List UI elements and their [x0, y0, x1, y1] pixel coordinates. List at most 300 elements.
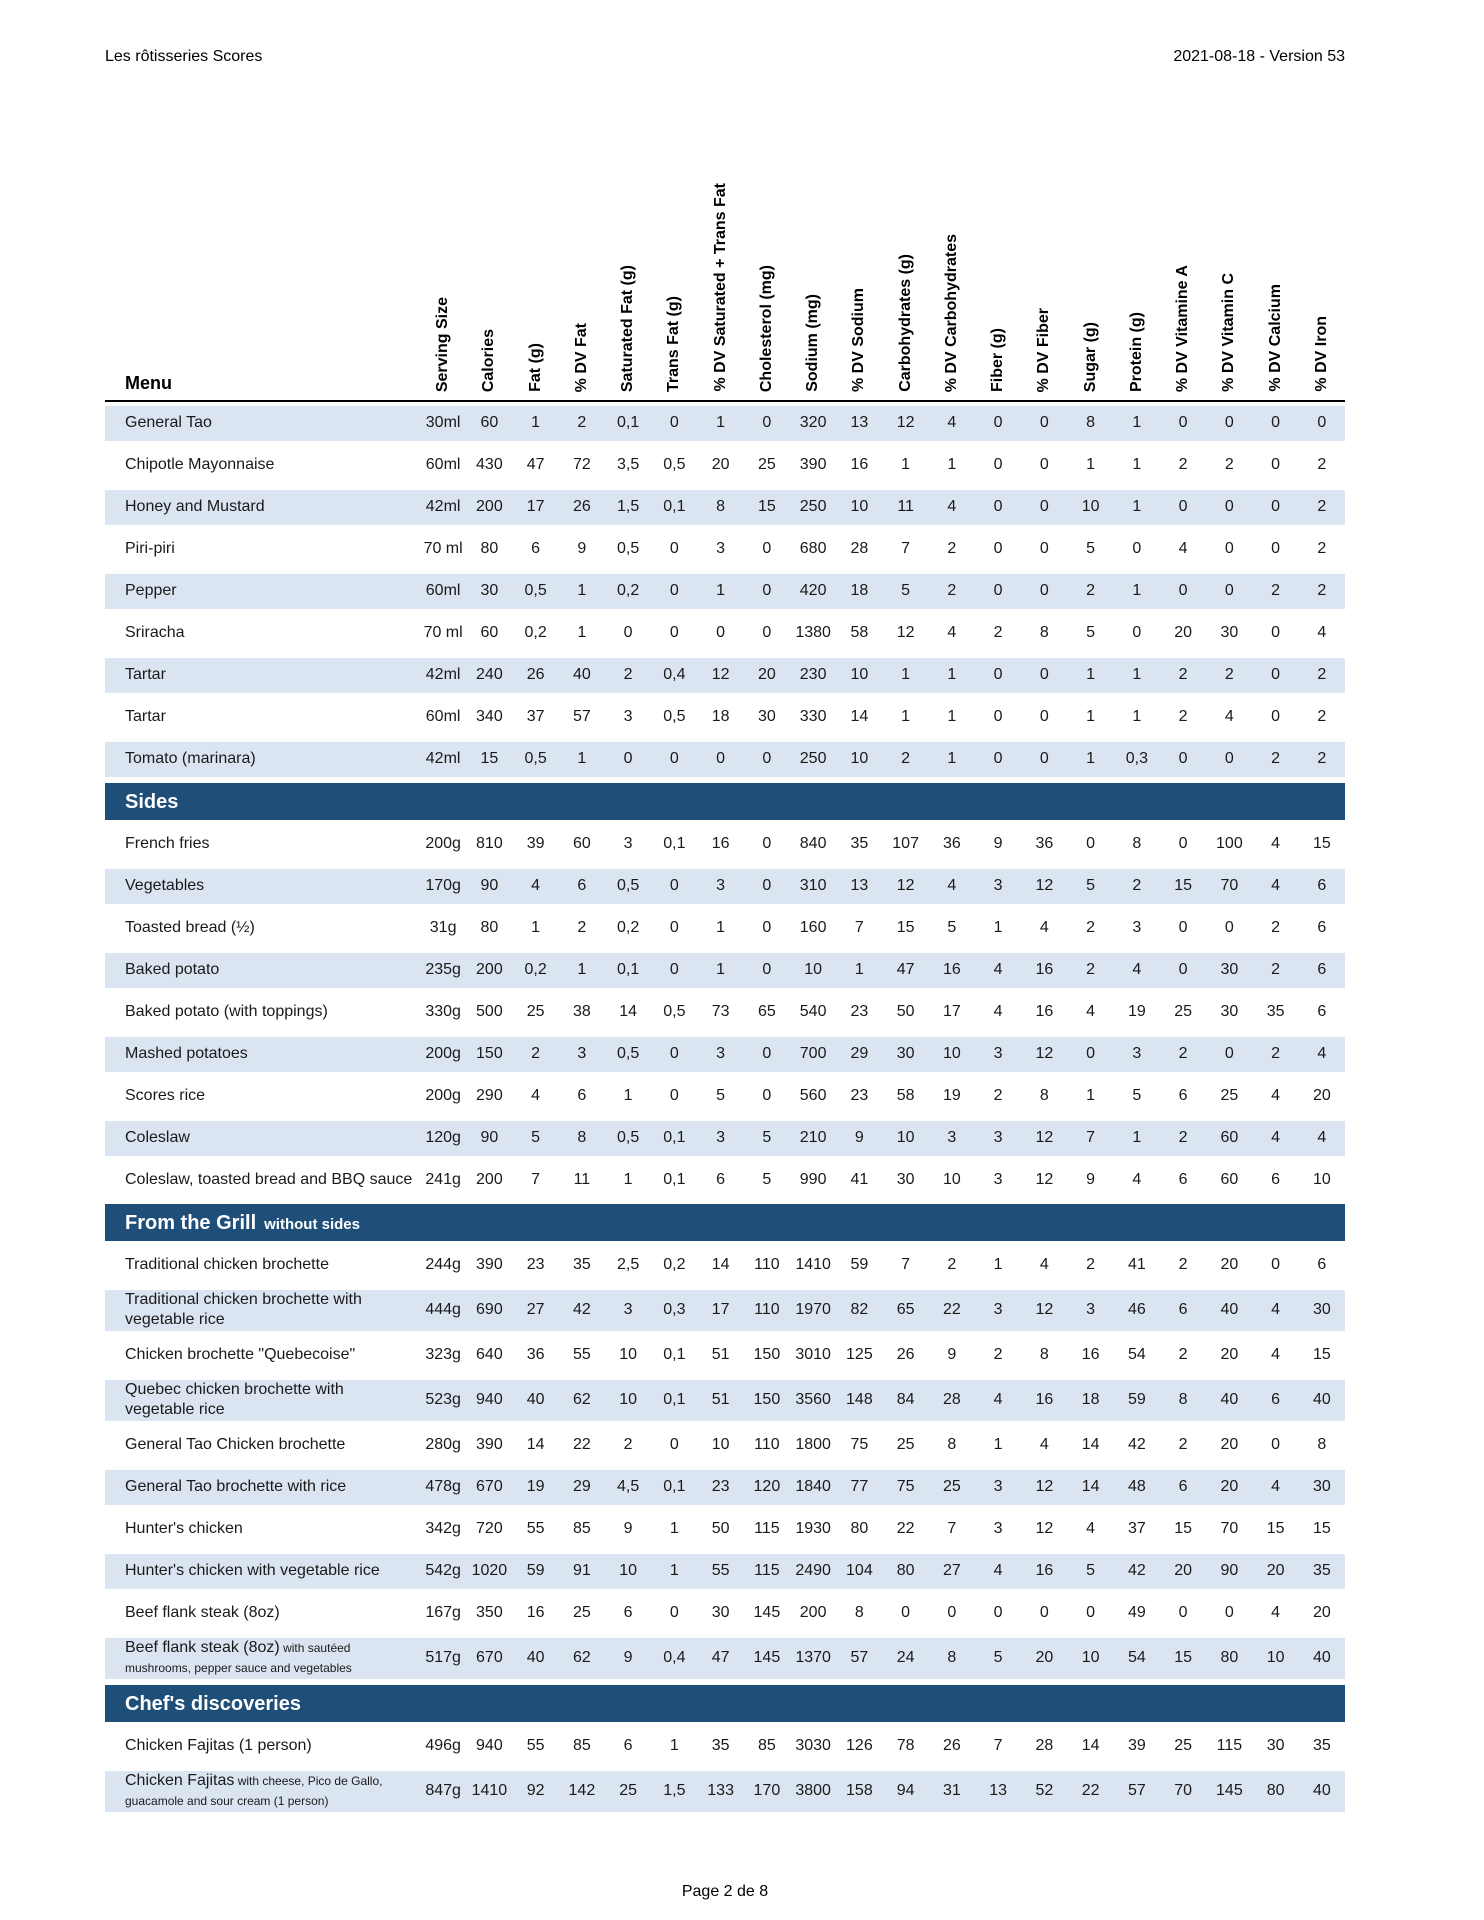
nutrition-value-dv-fiber: 0 [1039, 708, 1049, 725]
column-header-label: % DV Saturated + Trans Fat [711, 183, 729, 392]
nutrition-value-serving-size: 517g [425, 1649, 461, 1666]
nutrition-value-protein-g: 1 [1132, 498, 1142, 515]
nutrition-value-calories: 1020 [471, 1562, 508, 1579]
nutrition-value-protein-g: 0 [1132, 624, 1142, 641]
nutrition-value-fiber-g: 0 [993, 708, 1003, 725]
nutrition-value-dv-carbohydrates: 1 [947, 456, 957, 473]
table-row-beef-flank-steak-8oz [105, 1592, 1345, 1634]
nutrition-value-protein-g: 54 [1127, 1346, 1146, 1363]
nutrition-value-dv-vitamin-c: 0 [1224, 414, 1234, 431]
nutrition-value-calories: 940 [476, 1737, 503, 1754]
table-row-vegetables [105, 865, 1345, 907]
nutrition-value-dv-saturated-trans-fat: 5 [716, 1087, 726, 1104]
nutrition-value-trans-fat-g: 0 [669, 1087, 679, 1104]
nutrition-value-dv-sodium: 23 [850, 1003, 869, 1020]
nutrition-value-cholesterol-mg: 85 [757, 1737, 776, 1754]
nutrition-value-dv-iron: 2 [1317, 540, 1327, 557]
section-title: From the Grill [125, 1212, 257, 1234]
nutrition-value-serving-size: 542g [425, 1562, 461, 1579]
nutrition-value-carbohydrates-g: 15 [896, 919, 915, 936]
nutrition-value-dv-sodium: 23 [850, 1087, 869, 1104]
menu-item-name-main: Coleslaw [125, 1129, 190, 1146]
nutrition-value-dv-carbohydrates: 27 [942, 1562, 961, 1579]
nutrition-value-cholesterol-mg: 115 [754, 1520, 780, 1537]
nutrition-value-fiber-g: 1 [993, 1256, 1003, 1273]
column-header-label: % DV Calcium [1266, 284, 1284, 392]
nutrition-value-sodium-mg: 1970 [795, 1301, 831, 1318]
nutrition-value-cholesterol-mg: 145 [753, 1604, 781, 1621]
nutrition-value-sodium-mg: 1930 [795, 1520, 831, 1537]
nutrition-value-dv-vitamin-c: 40 [1220, 1391, 1239, 1408]
nutrition-value-dv-calcium: 4 [1271, 1129, 1281, 1146]
nutrition-value-saturated-fat-g: 3 [623, 835, 633, 852]
nutrition-value-dv-fiber: 4 [1039, 919, 1049, 936]
nutrition-value-sodium-mg: 330 [799, 708, 827, 725]
nutrition-value-dv-fiber: 52 [1035, 1782, 1054, 1799]
menu-item-name-main: General Tao [125, 414, 212, 431]
nutrition-value-dv-fat: 6 [577, 1087, 587, 1104]
nutrition-value-dv-vitamine-a: 0 [1178, 498, 1188, 515]
nutrition-value-dv-saturated-trans-fat: 14 [711, 1256, 730, 1273]
menu-item-name [105, 1634, 420, 1682]
nutrition-value-cholesterol-mg: 0 [762, 877, 772, 894]
nutrition-value-dv-vitamin-c: 30 [1220, 624, 1239, 641]
nutrition-value-dv-calcium: 0 [1271, 624, 1281, 641]
section-title: Sides [125, 791, 179, 813]
nutrition-value-dv-iron: 6 [1317, 961, 1327, 978]
nutrition-value-calories: 90 [480, 877, 499, 894]
nutrition-value-calories: 80 [480, 540, 499, 557]
column-header-protein-g [1114, 312, 1160, 400]
column-header-label: % DV Sodium [850, 287, 868, 392]
nutrition-value-trans-fat-g: 0,1 [663, 835, 686, 852]
nutrition-value-protein-g: 42 [1127, 1436, 1146, 1453]
menu-item-name-main: Scores rice [125, 1087, 206, 1104]
nutrition-value-dv-vitamine-a: 6 [1178, 1171, 1188, 1188]
nutrition-value-dv-sodium: 148 [846, 1391, 873, 1408]
nutrition-value-serving-size: 70 ml [423, 540, 463, 557]
nutrition-value-serving-size: 42ml [425, 498, 461, 515]
nutrition-value-cholesterol-mg: 170 [753, 1782, 781, 1799]
nutrition-value-sodium-mg: 390 [799, 456, 827, 473]
nutrition-value-dv-sodium: 1 [854, 961, 864, 978]
menu-item-name-main: Quebec chicken brochette with vegetable rice [125, 1381, 344, 1418]
menu-item-name [105, 830, 420, 858]
nutrition-value-trans-fat-g: 0 [669, 961, 679, 978]
nutrition-value-protein-g: 1 [1132, 666, 1142, 683]
nutrition-value-protein-g: 48 [1127, 1478, 1146, 1495]
nutrition-value-dv-calcium: 10 [1266, 1649, 1285, 1666]
nutrition-value-dv-vitamin-c: 90 [1220, 1562, 1239, 1579]
nutrition-value-sodium-mg: 560 [799, 1087, 827, 1104]
nutrition-value-calories: 200 [476, 961, 503, 978]
nutrition-value-carbohydrates-g: 26 [896, 1346, 915, 1363]
nutrition-value-fat-g: 6 [531, 540, 541, 557]
nutrition-value-dv-fat: 1 [577, 750, 587, 767]
nutrition-value-dv-vitamin-c: 0 [1224, 1045, 1234, 1062]
nutrition-value-carbohydrates-g: 84 [896, 1391, 915, 1408]
nutrition-value-dv-saturated-trans-fat: 20 [711, 456, 730, 473]
nutrition-value-dv-vitamine-a: 0 [1178, 750, 1188, 767]
nutrition-value-dv-vitamin-c: 145 [1216, 1782, 1243, 1799]
nutrition-value-dv-calcium: 4 [1271, 1478, 1281, 1495]
nutrition-value-saturated-fat-g: 0,5 [617, 1129, 640, 1146]
nutrition-value-saturated-fat-g: 0,5 [617, 877, 640, 894]
nutrition-value-dv-calcium: 30 [1266, 1737, 1285, 1754]
nutrition-value-calories: 690 [476, 1301, 503, 1318]
nutrition-value-sodium-mg: 3010 [795, 1346, 831, 1363]
column-header-dv-saturated-trans-fat [698, 183, 744, 400]
nutrition-value-sodium-mg: 1800 [795, 1436, 831, 1453]
nutrition-value-trans-fat-g: 1 [669, 1562, 679, 1579]
table-row-traditional-chicken-brochette [105, 1244, 1345, 1286]
nutrition-value-carbohydrates-g: 30 [896, 1171, 915, 1188]
nutrition-value-fat-g: 14 [526, 1436, 545, 1453]
table-row-chicken-brochette-quebecoise [105, 1334, 1345, 1376]
nutrition-value-sodium-mg: 680 [799, 540, 827, 557]
column-header-label: Fiber (g) [989, 328, 1007, 392]
column-header-label: % DV Iron [1312, 316, 1330, 392]
nutrition-value-dv-vitamin-c: 0 [1224, 498, 1234, 515]
nutrition-value-dv-carbohydrates: 7 [947, 1520, 957, 1537]
nutrition-value-calories: 90 [480, 1129, 499, 1146]
section-header-chef-s-discoveries [105, 1685, 1345, 1722]
menu-item-name [105, 872, 420, 900]
menu-item-name [105, 956, 420, 984]
column-header-cholesterol-mg [744, 265, 790, 400]
nutrition-value-serving-size: 280g [425, 1436, 461, 1453]
table-row-pepper [105, 570, 1345, 612]
nutrition-value-cholesterol-mg: 0 [762, 835, 772, 852]
nutrition-value-cholesterol-mg: 150 [753, 1391, 781, 1408]
nutrition-value-dv-fat: 25 [572, 1604, 591, 1621]
menu-item-name [105, 998, 420, 1026]
nutrition-value-protein-g: 41 [1127, 1256, 1146, 1273]
nutrition-value-fat-g: 2 [531, 1045, 541, 1062]
nutrition-value-dv-fiber: 8 [1039, 1087, 1049, 1104]
nutrition-value-fat-g: 36 [526, 1346, 545, 1363]
nutrition-value-serving-size: 241g [425, 1171, 461, 1188]
nutrition-value-dv-vitamine-a: 15 [1174, 1649, 1193, 1666]
nutrition-value-sugar-g: 1 [1086, 456, 1096, 473]
nutrition-value-dv-calcium: 0 [1271, 708, 1281, 725]
nutrition-value-saturated-fat-g: 10 [619, 1391, 638, 1408]
nutrition-value-dv-iron: 40 [1312, 1649, 1331, 1666]
table-row-chicken-fajitas [105, 1767, 1345, 1815]
nutrition-value-fat-g: 0,5 [524, 750, 547, 767]
column-header-label: Trans Fat (g) [665, 295, 683, 392]
nutrition-value-dv-fat: 55 [572, 1346, 591, 1363]
nutrition-value-dv-carbohydrates: 0 [947, 1604, 957, 1621]
nutrition-value-cholesterol-mg: 25 [757, 456, 776, 473]
table-row-chipotle-mayonnaise [105, 444, 1345, 486]
nutrition-value-saturated-fat-g: 2 [623, 1436, 633, 1453]
nutrition-value-fiber-g: 1 [993, 1436, 1003, 1453]
nutrition-value-dv-carbohydrates: 31 [942, 1782, 961, 1799]
nutrition-value-serving-size: 42ml [425, 666, 461, 683]
nutrition-value-calories: 60 [480, 414, 499, 431]
nutrition-value-calories: 150 [476, 1045, 503, 1062]
nutrition-value-dv-iron: 15 [1312, 835, 1331, 852]
nutrition-value-fiber-g: 7 [993, 1737, 1003, 1754]
menu-item-name-main: Hunter's chicken [125, 1520, 243, 1537]
nutrition-value-trans-fat-g: 0 [669, 582, 679, 599]
column-header-dv-fat [559, 323, 605, 400]
menu-item-name-detail: with cheese, Pico de Gallo, guacamole and sour cream (1 person) [125, 1774, 383, 1808]
nutrition-value-dv-carbohydrates: 2 [947, 582, 957, 599]
nutrition-value-saturated-fat-g: 0,1 [617, 414, 640, 431]
column-header-dv-fiber [1021, 308, 1067, 400]
nutrition-value-carbohydrates-g: 80 [896, 1562, 915, 1579]
nutrition-value-dv-sodium: 57 [850, 1649, 869, 1666]
nutrition-value-protein-g: 42 [1127, 1562, 1146, 1579]
nutrition-value-sodium-mg: 230 [799, 666, 827, 683]
menu-item-name-main: Tartar [125, 666, 166, 683]
nutrition-value-fat-g: 40 [526, 1649, 545, 1666]
nutrition-value-dv-sodium: 28 [850, 540, 869, 557]
nutrition-value-cholesterol-mg: 145 [753, 1649, 781, 1666]
nutrition-value-sugar-g: 14 [1081, 1478, 1100, 1495]
menu-item-name [105, 1341, 420, 1369]
nutrition-value-trans-fat-g: 0,3 [663, 1301, 686, 1318]
nutrition-value-fiber-g: 2 [993, 1087, 1003, 1104]
nutrition-value-serving-size: 120g [425, 1129, 461, 1146]
nutrition-value-dv-vitamin-c: 0 [1224, 540, 1234, 557]
nutrition-value-fat-g: 1 [531, 919, 541, 936]
nutrition-value-fat-g: 1 [531, 414, 541, 431]
nutrition-value-dv-fiber: 0 [1039, 540, 1049, 557]
nutrition-value-serving-size: 235g [425, 961, 461, 978]
menu-item-name-main: Traditional chicken brochette with vegetable rice [125, 1291, 362, 1328]
nutrition-value-dv-iron: 30 [1312, 1478, 1331, 1495]
nutrition-value-trans-fat-g: 0,2 [663, 1256, 686, 1273]
nutrition-value-calories: 200 [476, 1171, 503, 1188]
nutrition-value-dv-sodium: 58 [850, 624, 869, 641]
nutrition-value-fat-g: 5 [531, 1129, 541, 1146]
column-header-dv-calcium [1253, 284, 1299, 400]
nutrition-value-cholesterol-mg: 110 [754, 1301, 780, 1318]
nutrition-value-dv-carbohydrates: 25 [942, 1478, 961, 1495]
nutrition-value-dv-fat: 9 [577, 540, 587, 557]
nutrition-value-serving-size: 200g [425, 1045, 461, 1062]
menu-item-name [105, 1286, 420, 1334]
nutrition-value-dv-vitamine-a: 0 [1178, 835, 1188, 852]
menu-item-name-main: Tomato (marinara) [125, 750, 256, 767]
nutrition-value-dv-carbohydrates: 3 [947, 1129, 957, 1146]
nutrition-value-carbohydrates-g: 107 [892, 835, 919, 852]
menu-item-name-main: Vegetables [125, 877, 205, 894]
nutrition-value-saturated-fat-g: 0 [623, 624, 633, 641]
nutrition-value-dv-calcium: 35 [1266, 1003, 1285, 1020]
nutrition-value-sugar-g: 10 [1081, 498, 1100, 515]
nutrition-value-dv-calcium: 2 [1271, 582, 1281, 599]
menu-item-name-detail: with sautéed mushrooms, pepper sauce and vegetables [125, 1641, 352, 1675]
nutrition-value-protein-g: 46 [1127, 1301, 1146, 1318]
nutrition-value-dv-vitamine-a: 0 [1178, 1604, 1188, 1621]
nutrition-value-serving-size: 31g [429, 919, 457, 936]
nutrition-value-dv-carbohydrates: 2 [947, 1256, 957, 1273]
column-header-label: Carbohydrates (g) [896, 254, 914, 392]
nutrition-value-saturated-fat-g: 1 [623, 1171, 633, 1188]
table-row-baked-potato [105, 949, 1345, 991]
nutrition-value-dv-calcium: 4 [1271, 1301, 1281, 1318]
nutrition-value-carbohydrates-g: 1 [901, 456, 911, 473]
nutrition-value-dv-carbohydrates: 4 [947, 498, 957, 515]
nutrition-value-fat-g: 39 [526, 835, 545, 852]
menu-item-name [105, 1124, 420, 1152]
nutrition-value-saturated-fat-g: 0,2 [617, 582, 640, 599]
nutrition-value-trans-fat-g: 0,4 [663, 1649, 686, 1666]
nutrition-value-trans-fat-g: 0,5 [663, 1003, 686, 1020]
nutrition-value-trans-fat-g: 0,1 [663, 1129, 686, 1146]
nutrition-value-carbohydrates-g: 11 [897, 498, 914, 515]
column-header-saturated-fat-g [605, 265, 651, 400]
nutrition-value-trans-fat-g: 0 [669, 877, 679, 894]
nutrition-value-sodium-mg: 10 [804, 961, 823, 978]
column-header-label: % DV Fat [572, 322, 590, 392]
nutrition-value-serving-size: 323g [425, 1346, 461, 1363]
nutrition-value-dv-saturated-trans-fat: 8 [716, 498, 726, 515]
menu-item-name [105, 1040, 420, 1068]
nutrition-value-dv-vitamin-c: 0 [1224, 919, 1234, 936]
nutrition-value-sugar-g: 22 [1081, 1782, 1100, 1799]
nutrition-value-dv-calcium: 0 [1271, 498, 1281, 515]
nutrition-value-serving-size: 30ml [425, 414, 461, 431]
nutrition-value-dv-vitamin-c: 60 [1220, 1129, 1239, 1146]
menu-item-name [105, 703, 420, 731]
doc-version: 2021-08-18 - Version 53 [1173, 48, 1345, 65]
nutrition-value-carbohydrates-g: 12 [896, 414, 915, 431]
table-header-row [105, 115, 1345, 402]
nutrition-value-dv-fat: 1 [577, 624, 587, 641]
table-row-coleslaw-toasted-bread-and-bbq-sauce [105, 1159, 1345, 1201]
nutrition-value-dv-carbohydrates: 22 [942, 1301, 961, 1318]
nutrition-value-calories: 720 [476, 1520, 503, 1537]
nutrition-value-saturated-fat-g: 10 [619, 1346, 638, 1363]
nutrition-value-dv-vitamine-a: 0 [1178, 919, 1188, 936]
nutrition-value-protein-g: 8 [1132, 835, 1142, 852]
nutrition-value-dv-carbohydrates: 2 [947, 540, 957, 557]
menu-item-name [105, 914, 420, 942]
nutrition-value-protein-g: 1 [1132, 456, 1142, 473]
nutrition-value-cholesterol-mg: 0 [762, 919, 772, 936]
nutrition-value-fiber-g: 3 [993, 1478, 1003, 1495]
nutrition-value-fiber-g: 4 [993, 1003, 1003, 1020]
menu-item-name-main: Sriracha [125, 624, 185, 641]
nutrition-value-cholesterol-mg: 0 [762, 750, 772, 767]
nutrition-value-saturated-fat-g: 2 [623, 666, 633, 683]
nutrition-value-saturated-fat-g: 9 [623, 1649, 633, 1666]
nutrition-value-saturated-fat-g: 1,5 [617, 498, 640, 515]
column-header-label: Saturated Fat (g) [619, 264, 637, 392]
nutrition-value-sugar-g: 1 [1086, 666, 1096, 683]
nutrition-value-dv-iron: 2 [1317, 750, 1327, 767]
nutrition-value-fat-g: 19 [526, 1478, 545, 1495]
nutrition-value-calories: 200 [476, 498, 503, 515]
column-header-label: % DV Carbohydrates [942, 233, 960, 392]
menu-item-name [105, 451, 420, 479]
nutrition-value-fat-g: 27 [526, 1301, 545, 1318]
nutrition-value-saturated-fat-g: 0,2 [617, 919, 640, 936]
nutrition-value-dv-vitamin-c: 20 [1220, 1256, 1239, 1273]
nutrition-value-fat-g: 25 [526, 1003, 545, 1020]
nutrition-value-trans-fat-g: 0,1 [663, 1346, 686, 1363]
nutrition-value-dv-carbohydrates: 4 [947, 877, 957, 894]
nutrition-value-dv-saturated-trans-fat: 16 [711, 835, 730, 852]
menu-item-name-main: Mashed potatoes [125, 1045, 248, 1062]
nutrition-value-calories: 240 [476, 666, 503, 683]
nutrition-value-carbohydrates-g: 5 [901, 582, 911, 599]
table-row-tartar [105, 654, 1345, 696]
nutrition-value-carbohydrates-g: 24 [896, 1649, 915, 1666]
nutrition-value-dv-carbohydrates: 1 [947, 708, 957, 725]
nutrition-value-dv-saturated-trans-fat: 55 [711, 1562, 730, 1579]
nutrition-value-sodium-mg: 1380 [795, 624, 831, 641]
nutrition-value-protein-g: 0,3 [1125, 750, 1148, 767]
nutrition-value-calories: 670 [476, 1649, 503, 1666]
nutrition-value-sugar-g: 1 [1086, 750, 1096, 767]
nutrition-value-fiber-g: 1 [993, 919, 1003, 936]
nutrition-value-dv-sodium: 77 [850, 1478, 869, 1495]
nutrition-value-dv-vitamine-a: 0 [1178, 582, 1188, 599]
nutrition-value-dv-sodium: 13 [850, 877, 869, 894]
nutrition-value-dv-vitamin-c: 2 [1224, 456, 1234, 473]
nutrition-value-fat-g: 47 [526, 456, 545, 473]
nutrition-value-fat-g: 37 [526, 708, 545, 725]
nutrition-value-fiber-g: 0 [993, 414, 1003, 431]
nutrition-value-dv-fat: 11 [573, 1171, 591, 1188]
nutrition-value-cholesterol-mg: 110 [754, 1436, 780, 1453]
nutrition-value-dv-saturated-trans-fat: 3 [716, 877, 726, 894]
nutrition-value-dv-fat: 6 [577, 877, 587, 894]
nutrition-value-trans-fat-g: 0 [669, 1604, 679, 1621]
nutrition-value-saturated-fat-g: 6 [623, 1737, 633, 1754]
nutrition-value-dv-vitamin-c: 70 [1220, 1520, 1239, 1537]
nutrition-value-dv-sodium: 10 [850, 750, 869, 767]
nutrition-value-fiber-g: 3 [993, 1301, 1003, 1318]
nutrition-value-dv-carbohydrates: 1 [947, 750, 957, 767]
menu-item-name-main: Beef flank steak (8oz) [125, 1639, 280, 1656]
nutrition-value-fat-g: 16 [526, 1604, 545, 1621]
nutrition-value-serving-size: 330g [425, 1003, 461, 1020]
menu-item-name [105, 493, 420, 521]
page-header [0, 0, 1484, 66]
nutrition-value-fat-g: 4 [531, 877, 541, 894]
nutrition-value-dv-fiber: 12 [1035, 1520, 1054, 1537]
nutrition-value-sodium-mg: 310 [799, 877, 827, 894]
nutrition-value-dv-saturated-trans-fat: 1 [716, 961, 726, 978]
nutrition-value-sugar-g: 4 [1086, 1003, 1096, 1020]
nutrition-value-dv-iron: 2 [1317, 708, 1327, 725]
nutrition-value-carbohydrates-g: 12 [896, 624, 915, 641]
nutrition-value-dv-fat: 72 [572, 456, 591, 473]
nutrition-value-serving-size: 523g [425, 1391, 461, 1408]
nutrition-value-dv-fat: 22 [572, 1436, 591, 1453]
nutrition-value-dv-sodium: 29 [850, 1045, 869, 1062]
nutrition-value-dv-calcium: 0 [1271, 1256, 1281, 1273]
table-row-traditional-chicken-brochette-with-vegetable-rice [105, 1286, 1345, 1334]
nutrition-value-dv-vitamine-a: 25 [1174, 1737, 1193, 1754]
nutrition-value-dv-vitamin-c: 40 [1220, 1301, 1239, 1318]
menu-item-name-main: General Tao Chicken brochette [125, 1436, 346, 1453]
nutrition-value-fiber-g: 4 [993, 961, 1003, 978]
nutrition-value-dv-carbohydrates: 5 [947, 919, 957, 936]
nutrition-value-carbohydrates-g: 47 [896, 961, 915, 978]
menu-item-name [105, 535, 420, 563]
nutrition-value-dv-calcium: 2 [1271, 961, 1281, 978]
nutrition-value-dv-fat: 62 [572, 1391, 591, 1408]
nutrition-value-sugar-g: 8 [1086, 414, 1096, 431]
